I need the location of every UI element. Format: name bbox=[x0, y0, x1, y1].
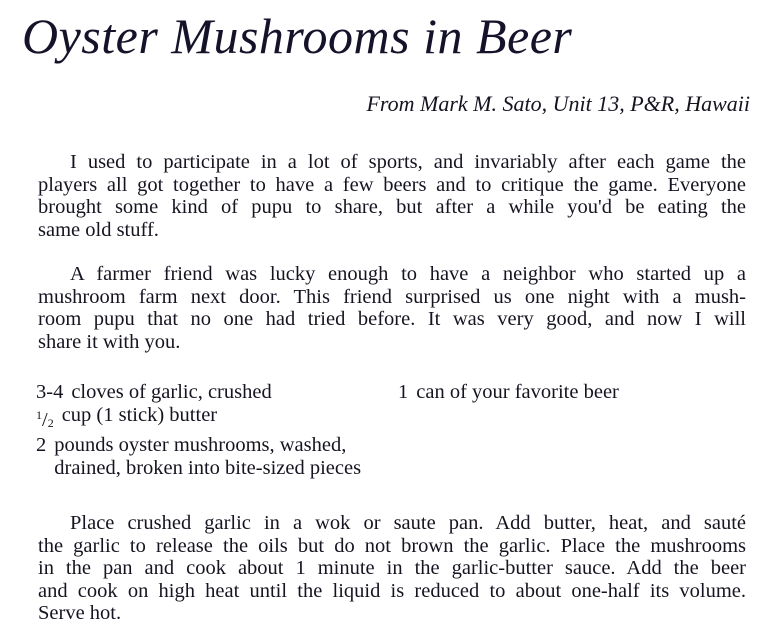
paragraph-line: same old stuff. bbox=[38, 218, 159, 241]
fraction-denominator: 2 bbox=[47, 415, 54, 430]
fraction-numerator: 1 bbox=[36, 407, 42, 422]
paragraph-line: the garlic to release the oils but do not brown the garlic. Place the mushrooms bbox=[38, 534, 746, 557]
paragraph-line: mushroom farm next door. This friend surprised us one night with a mush- bbox=[38, 285, 746, 308]
ingredient-item bbox=[398, 381, 718, 404]
paragraph-line: A farmer friend was lucky enough to have a neighbor who started up a bbox=[70, 263, 746, 285]
method-paragraph bbox=[38, 512, 746, 625]
paragraph-line: in the pan and cook about 1 minute in the garlic-butter sauce. Add the beer bbox=[38, 557, 746, 579]
paragraph-line: Serve hot. bbox=[38, 602, 122, 624]
paragraph-line: Place crushed garlic in a wok or saute pan. Add butter, heat, and sauté bbox=[70, 512, 746, 534]
ingredient-quantity: 3-4 bbox=[36, 381, 64, 403]
recipe-title: Oyster Mushrooms in Beer bbox=[22, 8, 573, 64]
ingredient-text: drained, broken into bite-sized pieces bbox=[54, 456, 362, 479]
paragraph-line: and cook on high heat until the liquid is reduced to about one-half its volume. bbox=[38, 579, 746, 602]
ingredients-right-column bbox=[398, 381, 718, 404]
ingredient-quantity: 1 bbox=[398, 381, 409, 403]
recipe-attribution: From Mark M. Sato, Unit 13, P&R, Hawaii bbox=[366, 91, 750, 116]
ingredient-item bbox=[36, 434, 416, 479]
paragraph-line: I used to participate in a lot of sports, and invariably after each game the bbox=[70, 151, 746, 173]
ingredient-text: pounds oyster mushrooms, washed, bbox=[54, 434, 347, 456]
ingredient-text: can of your favorite beer bbox=[416, 381, 619, 403]
ingredient-quantity: 2 bbox=[36, 434, 47, 456]
ingredient-item bbox=[36, 404, 416, 435]
ingredient-item bbox=[36, 381, 416, 404]
intro-paragraph-2 bbox=[38, 263, 746, 353]
ingredient-text: cloves of garlic, crushed bbox=[71, 381, 272, 403]
ingredient-text: cup (1 stick) butter bbox=[61, 403, 218, 426]
intro-paragraph-1 bbox=[38, 151, 746, 241]
paragraph-line: brought some kind of pupu to share, but after a while you'd be eating the bbox=[38, 196, 746, 218]
paragraph-line: room pupu that no one had tried before. It was very good, and now I will bbox=[38, 308, 746, 330]
ingredients-left-column bbox=[36, 381, 416, 479]
paragraph-line: share it with you. bbox=[38, 330, 181, 353]
ingredient-quantity: $^1/_2$ bbox=[36, 407, 54, 431]
paragraph-line: players all got together to have a few beers and to critique the game. Everyone bbox=[38, 173, 746, 196]
